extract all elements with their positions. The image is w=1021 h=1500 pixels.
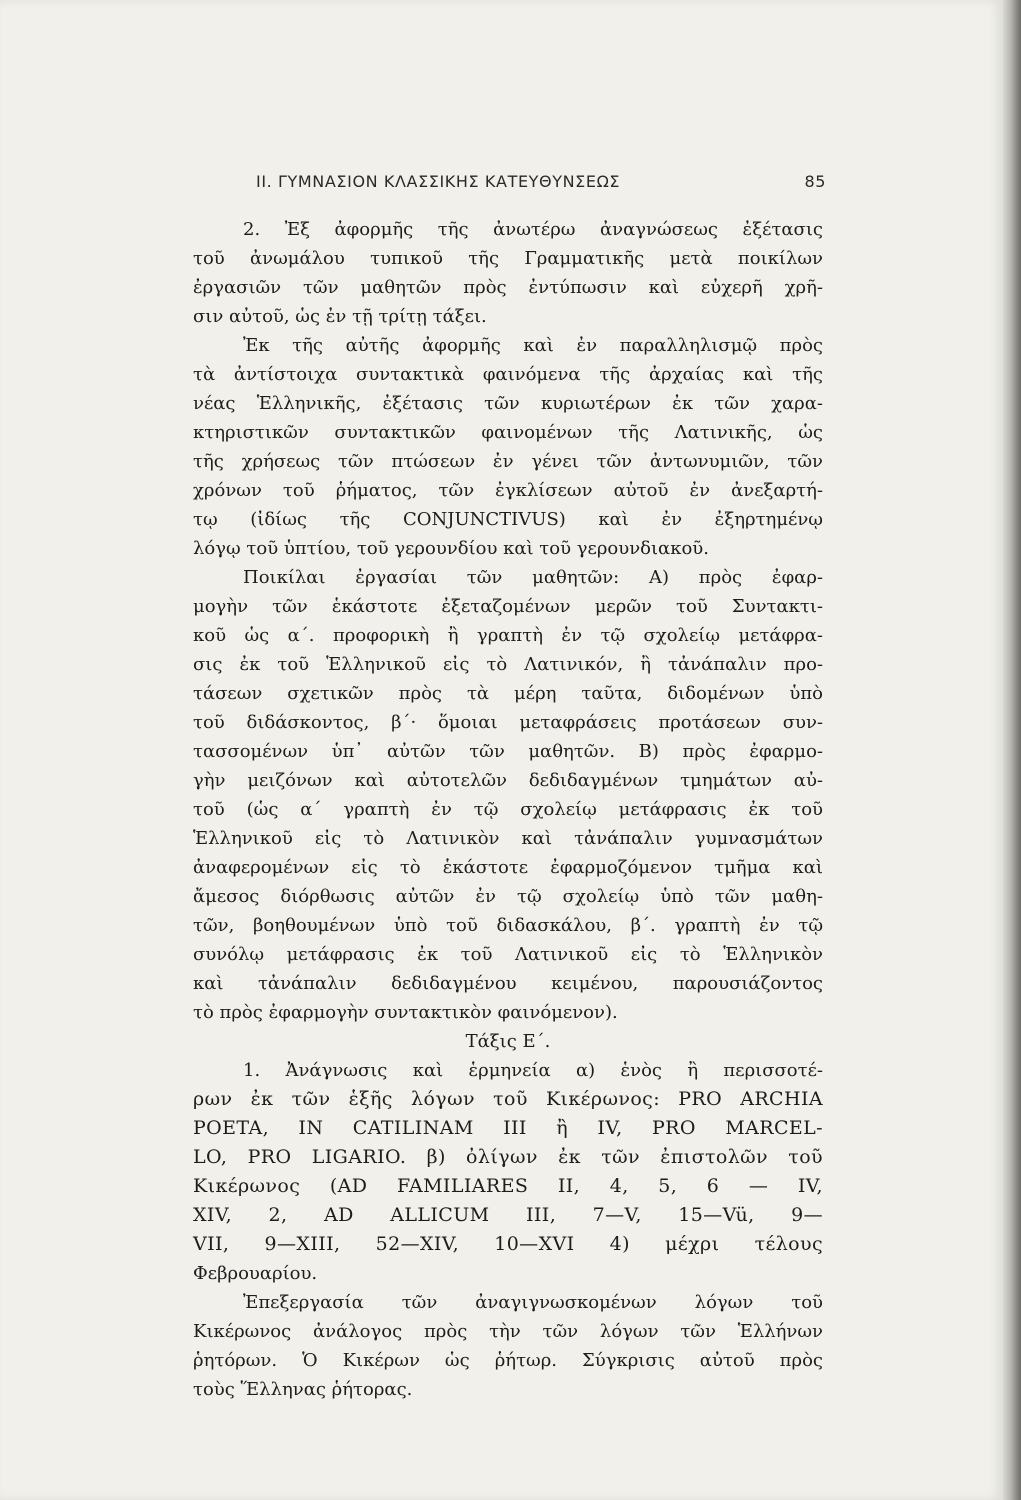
text-line: τοὺς Ἕλληνας ῥήτορας.	[193, 1379, 413, 1400]
text-line: τοῦ διδάσκοντος, β΄· ὅμοιαι μεταφράσεις προτάσεων συν-	[193, 712, 823, 733]
text-line: 1. Ἀνάγνωσις καὶ ἑρμηνεία α) ἑνὸς ἢ περισσοτέ-	[243, 1060, 823, 1081]
text-line: κοῦ ὡς α΄. προφορικὴ ἢ γραπτὴ ἐν τῷ σχολείῳ μετάφρα-	[193, 625, 823, 646]
text-line: 2. Ἐξ ἀφορμῆς τῆς ἀνωτέρω ἀναγνώσεως ἐξέτασις	[243, 219, 823, 240]
text-line: Φεβρουαρίου.	[193, 1263, 318, 1284]
text-line: τῆς χρήσεως τῶν πτώσεων ἐν γένει τῶν ἀντωνυμιῶν, τῶν	[193, 451, 823, 472]
text-line: ἄμεσος διόρθωσις αὐτῶν ἐν τῷ σχολείῳ ὑπὸ τῶν μαθη-	[193, 886, 823, 907]
text-line: τῶν, βοηθουμένων ὑπὸ τοῦ διδασκάλου, β΄. γραπτὴ ἐν τῷ	[193, 915, 823, 936]
text-line: ἐργασιῶν τῶν μαθητῶν πρὸς ἐντύπωσιν καὶ εὐχερῆ χρῆ-	[193, 277, 823, 298]
running-title: II. ΓΥΜΝΑΣΙΟΝ ΚΛΑΣΣΙΚΗΣ ΚΑΤΕΥΘΥΝΣΕΩΣ	[256, 172, 621, 191]
body-text	[193, 215, 823, 1404]
text-line: λόγῳ τοῦ ὑπτίου, τοῦ γερουνδίου καὶ τοῦ γερουνδιακοῦ.	[193, 538, 709, 559]
text-line: Κικέρωνος ἀνάλογος πρὸς τὴν τῶν λόγων τῶν Ἑλλήνων	[193, 1321, 823, 1342]
page-edge-shadow	[1003, 0, 1021, 1500]
text-line: τὰ ἀντίστοιχα συντακτικὰ φαινόμενα τῆς ἀρχαίας καὶ τῆς	[193, 364, 823, 385]
text-line: τῳ (ἰδίως τῆς CONJUNCTIVUS) καὶ ἐν ἐξηρτημένῳ	[193, 509, 823, 530]
page-number: 85	[804, 172, 826, 191]
text-line: ρων ἐκ τῶν ἑξῆς λόγων τοῦ Κικέρωνος: PRO ARCHIA	[193, 1088, 823, 1110]
text-line: σις ἐκ τοῦ Ἑλληνικοῦ εἰς τὸ Λατινικόν, ἢ τἀνάπαλιν προ-	[193, 654, 823, 675]
text-line: ῥητόρων. Ὁ Κικέρων ὡς ῥήτωρ. Σύγκρισις αὐτοῦ πρὸς	[193, 1350, 823, 1371]
text-line: VII, 9—XIII, 52—XIV, 10—XVI 4) μέχρι τέλους	[193, 1233, 823, 1255]
text-line: Ἐπεξεργασία τῶν ἀναγιγνωσκομένων λόγων τοῦ	[243, 1292, 823, 1313]
text-line: σιν αὐτοῦ, ὡς ἐν τῇ τρίτῃ τάξει.	[193, 306, 487, 327]
text-line: XIV, 2, AD ALLICUM III, 7—V, 15—Vü, 9—	[193, 1204, 823, 1226]
text-line: τασσομένων ὑπ᾿ αὐτῶν τῶν μαθητῶν. Β) πρὸς ἐφαρμο-	[193, 741, 823, 762]
text-line: καὶ τἀνάπαλιν δεδιδαγμένου κειμένου, παρουσιάζοντος	[193, 973, 823, 994]
section-heading: Τάξις Ε΄.	[465, 1031, 551, 1052]
text-line: τάσεων σχετικῶν πρὸς τὰ μέρη ταῦτα, διδομένων ὑπὸ	[193, 683, 823, 704]
text-line: μογὴν τῶν ἑκάστοτε ἐξεταζομένων μερῶν τοῦ Συντακτι-	[193, 596, 823, 617]
running-header	[256, 172, 826, 196]
text-line: LO, PRO LIGARIO. β) ὀλίγων ἐκ τῶν ἐπιστολῶν τοῦ	[193, 1146, 823, 1168]
text-line: κτηριστικῶν συντακτικῶν φαινομένων τῆς Λατινικῆς, ὡς	[193, 422, 823, 443]
text-line: ἀναφερομένων εἰς τὸ ἑκάστοτε ἐφαρμοζόμενον τμῆμα καὶ	[193, 857, 823, 878]
text-line: Ἑλληνικοῦ εἰς τὸ Λατινικὸν καὶ τἀνάπαλιν γυμνασμάτων	[193, 828, 823, 849]
text-line: Κικέρωνος (AD FAMILIARES II, 4, 5, 6 — IV,	[193, 1175, 823, 1197]
text-line: τὸ πρὸς ἐφαρμογὴν συντακτικὸν φαινόμενον).	[193, 1002, 618, 1023]
text-line: γὴν μειζόνων καὶ αὐτοτελῶν δεδιδαγμένων τμημάτων αὐ-	[193, 770, 823, 791]
text-line: συνόλῳ μετάφρασις ἐκ τοῦ Λατινικοῦ εἰς τὸ Ἑλληνικὸν	[193, 944, 823, 965]
text-line: τοῦ ἀνωμάλου τυπικοῦ τῆς Γραμματικῆς μετὰ ποικίλων	[193, 248, 823, 269]
text-line: Ποικίλαι ἐργασίαι τῶν μαθητῶν: Α) πρὸς ἐφαρ-	[243, 567, 823, 588]
text-line: Ἐκ τῆς αὐτῆς ἀφορμῆς καὶ ἐν παραλληλισμῷ πρὸς	[243, 335, 823, 356]
text-line: τοῦ (ὡς α΄ γραπτὴ ἐν τῷ σχολείῳ μετάφρασις ἐκ τοῦ	[193, 799, 823, 820]
text-line: νέας Ἑλληνικῆς, ἐξέτασις τῶν κυριωτέρων ἐκ τῶν χαρα-	[193, 393, 823, 414]
text-line: χρόνων τοῦ ῥήματος, τῶν ἐγκλίσεων αὐτοῦ ἐν ἀνεξαρτή-	[193, 480, 823, 501]
text-line: POETA, IN CATILINAM III ἢ IV, PRO MARCEL-	[193, 1117, 823, 1139]
